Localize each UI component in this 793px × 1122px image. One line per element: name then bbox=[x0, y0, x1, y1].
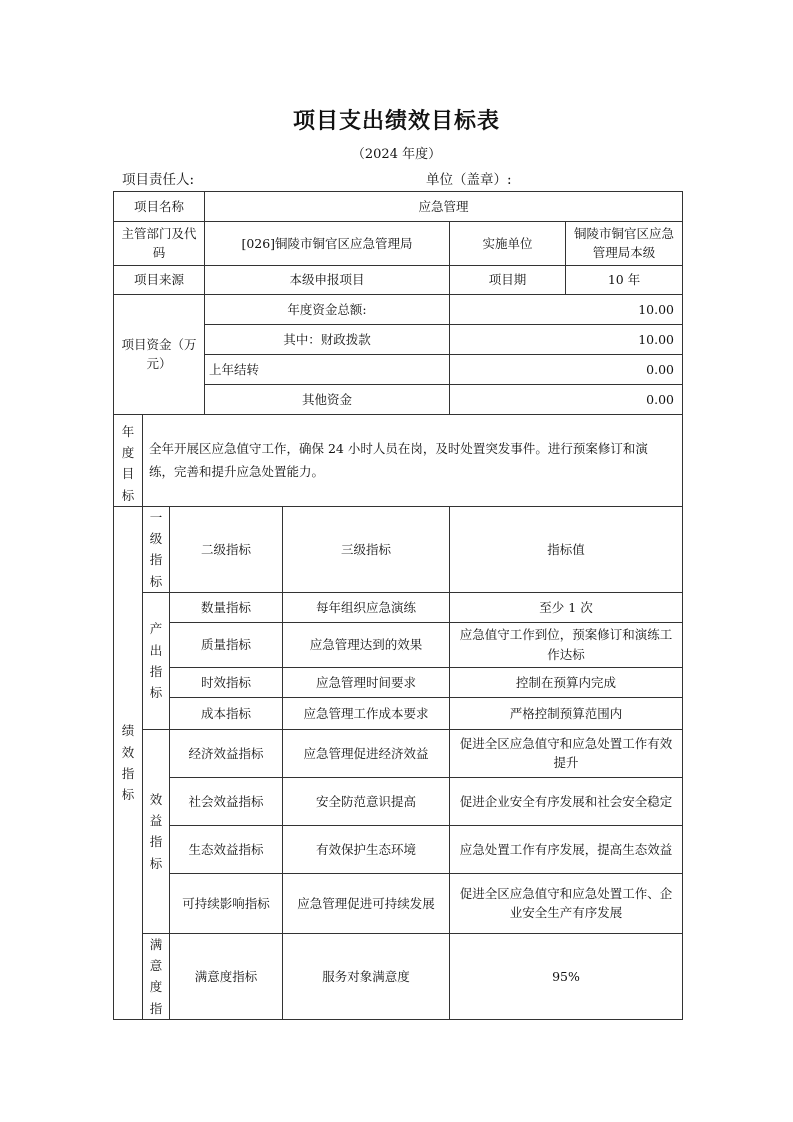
level2-header: 二级指标 bbox=[170, 506, 283, 592]
value-cell: 控制在预算内完成 bbox=[450, 667, 683, 697]
satisfaction-indicators-label: 满意度指 bbox=[143, 933, 170, 1019]
responsible-person-label: 项目责任人: bbox=[122, 172, 195, 188]
implementing-unit-label: 实施单位 bbox=[450, 222, 566, 266]
value-header: 指标值 bbox=[450, 506, 683, 592]
level2-cell: 数量指标 bbox=[170, 592, 283, 622]
output-indicators-label: 产出指标 bbox=[143, 592, 170, 729]
level3-cell: 应急管理促进经济效益 bbox=[283, 729, 450, 777]
table-row bbox=[114, 777, 683, 825]
annual-goal-text: 全年开展区应急值守工作，确保 24 小时人员在岗，及时处置突发事件。进行预案修订和演练，完善和提升应急处置能力。 bbox=[143, 414, 683, 506]
level2-cell: 满意度指标 bbox=[170, 933, 283, 1019]
value-cell: 95% bbox=[450, 933, 683, 1019]
funds-row bbox=[114, 294, 683, 324]
annual-goal-row bbox=[114, 414, 683, 506]
funds-item-label: 其中：财政拨款 bbox=[205, 324, 450, 354]
level3-cell: 服务对象满意度 bbox=[283, 933, 450, 1019]
level1-header: 一级指标 bbox=[143, 506, 170, 592]
level3-cell: 应急管理时间要求 bbox=[283, 667, 450, 697]
project-source-value: 本级申报项目 bbox=[205, 265, 450, 294]
level3-header: 三级指标 bbox=[283, 506, 450, 592]
page-title: 项目支出绩效目标表 bbox=[292, 108, 500, 134]
department-label: 主管部门及代码 bbox=[114, 222, 205, 266]
table-row bbox=[114, 933, 683, 1019]
project-source-label: 项目来源 bbox=[114, 265, 205, 294]
level2-cell: 质量指标 bbox=[170, 622, 283, 667]
department-value: [026]铜陵市铜官区应急管理局 bbox=[205, 222, 450, 266]
implementing-unit-value: 铜陵市铜官区应急管理局本级 bbox=[566, 222, 683, 266]
project-funds-label: 项目资金（万元） bbox=[114, 294, 205, 414]
annual-goal-label: 年度目标 bbox=[114, 414, 143, 506]
level3-cell: 应急管理工作成本要求 bbox=[283, 697, 450, 729]
level2-cell: 经济效益指标 bbox=[170, 729, 283, 777]
year-label: （2024 年度） bbox=[351, 147, 442, 162]
value-cell: 严格控制预算范围内 bbox=[450, 697, 683, 729]
table-row bbox=[114, 592, 683, 622]
level3-cell: 有效保护生态环境 bbox=[283, 825, 450, 873]
value-cell: 促进全区应急值守和应急处置工作、企业安全生产有序发展 bbox=[450, 873, 683, 933]
level3-cell: 应急管理促进可持续发展 bbox=[283, 873, 450, 933]
table-row bbox=[114, 667, 683, 697]
value-cell: 促进全区应急值守和应急处置工作有效提升 bbox=[450, 729, 683, 777]
project-period-label: 项目期 bbox=[450, 265, 566, 294]
project-name-label: 项目名称 bbox=[114, 192, 205, 222]
table-row bbox=[114, 697, 683, 729]
value-cell: 促进企业安全有序发展和社会安全稳定 bbox=[450, 777, 683, 825]
project-period-value: 10 年 bbox=[566, 265, 683, 294]
level2-cell: 生态效益指标 bbox=[170, 825, 283, 873]
level2-cell: 社会效益指标 bbox=[170, 777, 283, 825]
performance-goal-table bbox=[113, 191, 683, 1020]
source-row bbox=[114, 265, 683, 294]
project-name-row bbox=[114, 192, 683, 222]
project-name-value: 应急管理 bbox=[205, 192, 683, 222]
performance-indicators-label: 绩效指标 bbox=[114, 506, 143, 1019]
level3-cell: 应急管理达到的效果 bbox=[283, 622, 450, 667]
table-row bbox=[114, 729, 683, 777]
table-row bbox=[114, 622, 683, 667]
funds-item-value: 0.00 bbox=[450, 384, 683, 414]
level2-cell: 可持续影响指标 bbox=[170, 873, 283, 933]
value-cell: 应急处置工作有序发展，提高生态效益 bbox=[450, 825, 683, 873]
value-cell: 至少 1 次 bbox=[450, 592, 683, 622]
funds-item-label: 上年结转 bbox=[205, 354, 450, 384]
level2-cell: 成本指标 bbox=[170, 697, 283, 729]
level2-cell: 时效指标 bbox=[170, 667, 283, 697]
funds-item-label: 其他资金 bbox=[205, 384, 450, 414]
funds-item-value: 10.00 bbox=[450, 294, 683, 324]
funds-item-label: 年度资金总额: bbox=[205, 294, 450, 324]
value-cell: 应急值守工作到位，预案修订和演练工作达标 bbox=[450, 622, 683, 667]
table-row bbox=[114, 873, 683, 933]
funds-item-value: 0.00 bbox=[450, 354, 683, 384]
level3-cell: 每年组织应急演练 bbox=[283, 592, 450, 622]
funds-item-value: 10.00 bbox=[450, 324, 683, 354]
department-row bbox=[114, 222, 683, 266]
indicator-header-row bbox=[114, 506, 683, 592]
level3-cell: 安全防范意识提高 bbox=[283, 777, 450, 825]
table-row bbox=[114, 825, 683, 873]
benefit-indicators-label: 效益指标 bbox=[143, 729, 170, 933]
unit-stamp-label: 单位（盖章）: bbox=[426, 172, 512, 188]
